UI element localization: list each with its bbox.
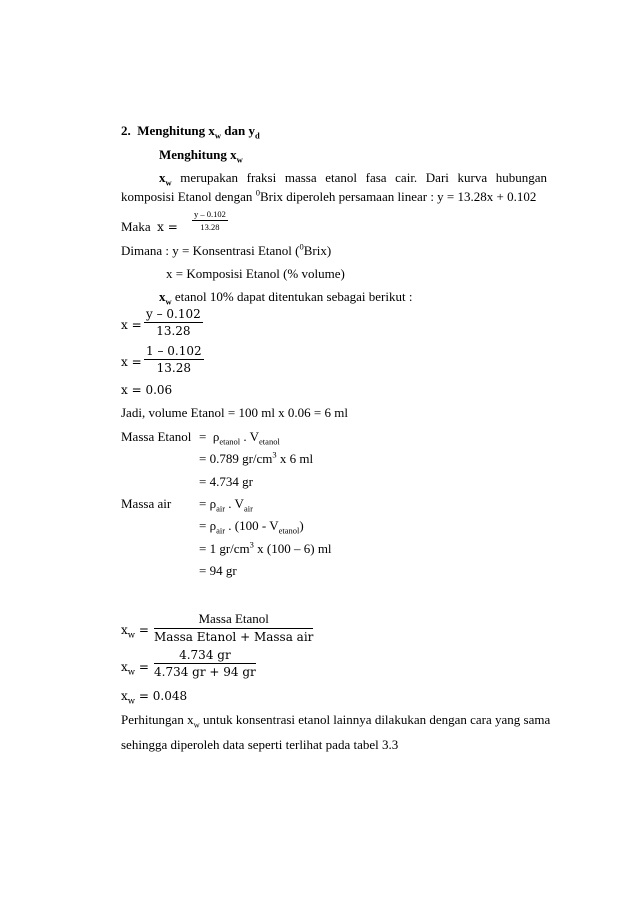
xw-eq1-numerator: Massa Etanol <box>154 611 313 629</box>
massa-air-label: Massa air <box>121 496 172 511</box>
eq2-fraction <box>144 344 204 375</box>
para1-line1: $x_w$ merupakan fraksi massa etanol fasa cair. Dari kurva hubungan <box>159 170 547 188</box>
para1-line2: komposisi Etanol dengan $^0$Brix diperoleh persamaan linear : y = 13.28x + 0.102 <box>121 187 537 204</box>
maka-fraction <box>192 209 228 232</box>
massa-air-line1: = $\rho_{air}$ . $V_{air}$ <box>199 496 253 514</box>
volume-line: Jadi, volume Etanol = 100 ml x 0.06 = 6 ml <box>121 405 348 420</box>
massa-etanol-label: Massa Etanol <box>121 429 192 444</box>
maka-denominator: 13.28 <box>200 222 220 232</box>
intro-calc: $x_w$ etanol 10% dapat ditentukan sebagai berikut : <box>159 289 413 307</box>
massa-etanol-line2: = 0.789 $gr/cm^3$ x 6 ml <box>199 449 314 466</box>
xw-eq2-denominator: 4.734 gr + 94 gr <box>154 665 256 679</box>
xw-eq3: $x_w = 0.048$ <box>121 689 188 707</box>
eq1-fraction <box>144 307 203 338</box>
xw-eq1-fraction <box>154 611 313 644</box>
massa-etanol-line3: = 4.734 gr <box>199 474 253 489</box>
dimana-line1: Dimana : y = Konsentrasi Etanol ($^0$Brix) <box>121 241 332 258</box>
section-heading: 2. Menghitung $x_w$ dan $y_d$ <box>121 123 260 141</box>
eq1-numerator: y – 0.102 <box>146 307 201 321</box>
massa-air-line2: = $\rho_{air}$ . $(100 - V_{etanol})$ <box>199 518 304 536</box>
eq2-lhs: x = <box>121 355 142 369</box>
maka-numerator: y – 0.102 <box>194 209 226 219</box>
subheading: Menghitung $x_w$ <box>159 147 243 165</box>
xw-eq1-denominator: Massa Etanol + Massa air <box>154 630 314 644</box>
maka-label: Maka x = <box>121 219 178 234</box>
closing-line2: sehingga diperoleh data seperti terlihat pada tabel 3.3 <box>121 737 399 752</box>
eq2-denominator: 13.28 <box>156 361 191 375</box>
closing-line1: Perhitungan $x_w$ untuk konsentrasi etanol lainnya dilakukan dengan cara yang sama <box>121 712 551 730</box>
xw-eq2-numerator: 4.734 gr <box>154 648 256 664</box>
massa-air-line3: = 1 $gr/cm^3$ x (100 – 6) ml <box>199 539 332 556</box>
xw-eq1-lhs: $x_w$ = <box>121 623 149 641</box>
dimana-line2: x = Komposisi Etanol (% volume) <box>166 266 345 281</box>
eq1-denominator: 13.28 <box>156 324 191 338</box>
eq2-numerator: 1 – 0.102 <box>146 344 202 358</box>
xw-eq2-lhs: $x_w$ = <box>121 660 149 678</box>
massa-air-line4: = 94 gr <box>199 563 237 578</box>
massa-etanol-line1: = $\rho_{etanol}$ . $V_{etanol}$ <box>199 429 280 447</box>
eq3: x = 0.06 <box>121 383 173 397</box>
eq1-lhs: x = <box>121 318 142 332</box>
xw-eq2-fraction <box>154 648 256 679</box>
